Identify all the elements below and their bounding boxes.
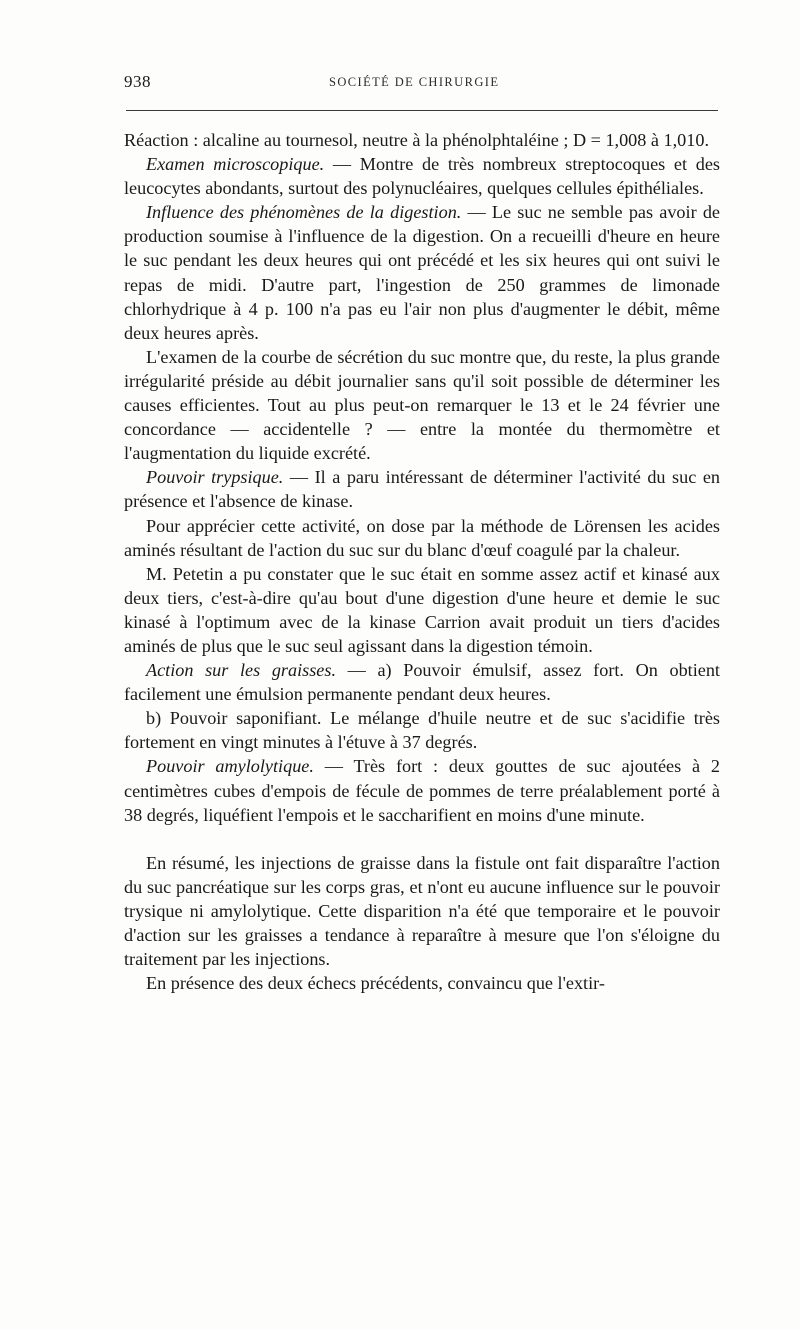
paragraph-text: En présence des deux échecs précédents, convaincu que l'extir- bbox=[146, 973, 605, 994]
section-heading: Pouvoir amylolytique. bbox=[146, 756, 314, 777]
header-rule bbox=[126, 110, 718, 111]
body-text bbox=[124, 128, 720, 995]
paragraph-petetin bbox=[124, 562, 720, 658]
paragraph-resume bbox=[124, 851, 720, 971]
paragraph-pouvoir-saponifiant bbox=[124, 706, 720, 754]
paragraph-text: — Très fort : deux gouttes de suc ajoutées à 2 centimètres cubes d'empois de fécule de pommes de terre préalablement porté à 38 degrés, liquéfient l'empois et le saccharifient en moins d'une minute. bbox=[124, 756, 720, 825]
paragraph-text: — Le suc ne semble pas avoir de production soumise à l'influence de la digestion. On a recueilli d'heure en heure le suc pendant les deux heures qui ont précédé et les six heures qui ont suivi le repas de midi. D'autre part, l'ingestion de 250 grammes de limonade chlorhydrique à 4 p. 100 n'a pas eu l'air non plus d'augmenter le débit, même deux heures après. bbox=[124, 202, 720, 343]
paragraph-action-graisses bbox=[124, 658, 720, 706]
paragraph-presence-echecs bbox=[124, 971, 720, 995]
paragraph-influence-digestion bbox=[124, 200, 720, 345]
paragraph-methode-lorensen bbox=[124, 514, 720, 562]
paragraph-text: Pour apprécier cette activité, on dose par la méthode de Lörensen les acides aminés résultant de l'action du suc sur du blanc d'œuf coagulé par la chaleur. bbox=[124, 515, 720, 560]
paragraph-examen-microscopique bbox=[124, 152, 720, 200]
running-head: SOCIÉTÉ DE CHIRURGIE bbox=[329, 75, 500, 89]
section-heading: Action sur les graisses. bbox=[146, 660, 336, 681]
paragraph-text: — a) Pouvoir émulsif, assez fort. On obtient facilement une émulsion permanente pendant deux heures. bbox=[124, 660, 720, 705]
paragraph-pouvoir-amylolytique bbox=[124, 754, 720, 826]
paragraph-text: — Il a paru intéressant de déterminer l'activité du suc en présence et l'absence de kinase. bbox=[124, 467, 720, 512]
paragraph-courbe-secretion bbox=[124, 345, 720, 465]
section-heading: Examen microscopique. bbox=[146, 154, 325, 175]
paragraph-text: L'examen de la courbe de sécrétion du suc montre que, du reste, la plus grande irrégularité préside au débit journalier sans qu'il soit possible de déterminer les causes efficientes. Tout au plus peut-on remarquer le 13 et le 24 février une concordance — accidentelle ? — entre la montée du thermomètre et l'augmentation du liquide excrété. bbox=[124, 346, 720, 464]
paragraph-text: — Montre de très nombreux streptocoques et des leucocytes abondants, surtout des polynucléaires, quelques cellules épithéliales. bbox=[124, 154, 720, 199]
paragraph-text: Réaction : alcaline au tournesol, neutre à la phénolphtaléine ; D = 1,008 à 1,010. bbox=[124, 130, 710, 150]
paragraph-pouvoir-trypsique bbox=[124, 465, 720, 513]
paragraph-text: b) Pouvoir saponifiant. Le mélange d'huile neutre et de suc s'acidifie très fortement en vingt minutes à l'étuve à 37 degrés. bbox=[124, 708, 720, 753]
section-heading: Influence des phénomènes de la digestion. bbox=[146, 202, 462, 223]
paragraph-reaction bbox=[124, 128, 720, 152]
paragraph-text: M. Petetin a pu constater que le suc était en somme assez actif et kinasé aux deux tiers, c'est-à-dire qu'au bout d'une digestion d'une heure et demie le suc kinasé à l'optimum avec de la kinase Carrion avait produit un tiers d'acides aminés de plus que le suc seul agissant dans la digestion témoin. bbox=[124, 563, 720, 656]
section-heading: Pouvoir trypsique. bbox=[146, 467, 284, 488]
page-number: 938 bbox=[124, 72, 151, 91]
paragraph-text: En résumé, les injections de graisse dans la fistule ont fait disparaître l'action du suc pancréatique sur les corps gras, et n'ont eu aucune influence sur le pouvoir trysique ni amylolytique. Cette disparition n'a été que temporaire et le pouvoir d'action sur les graisses a tendance à reparaître à mesure que l'on s'éloigne du traitement par les injections. bbox=[124, 852, 720, 970]
page-header bbox=[124, 72, 718, 100]
